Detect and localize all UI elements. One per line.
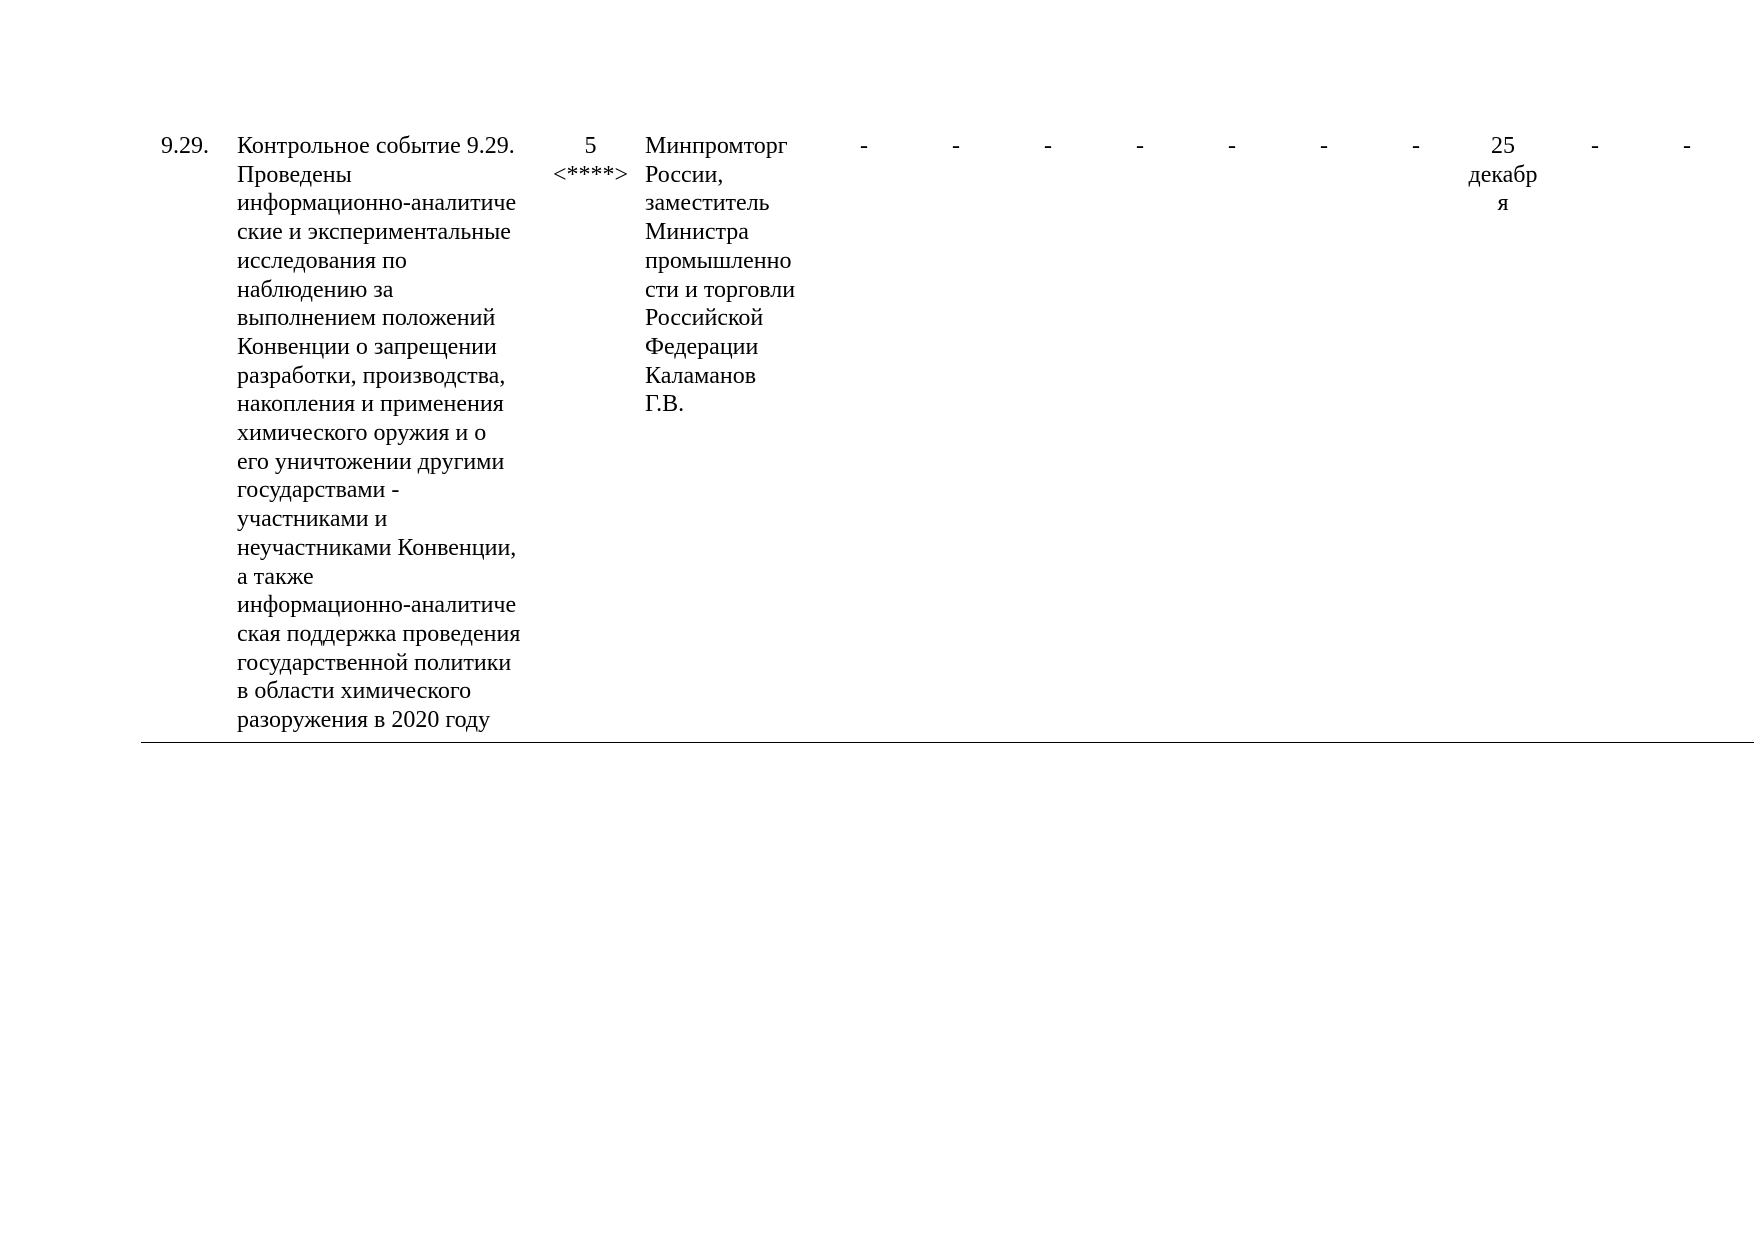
period-cell-5: - [1228, 133, 1236, 159]
period-cell-10: - [1683, 133, 1691, 159]
row-number: 9.29. [161, 133, 209, 159]
period-cell-3: - [1044, 133, 1052, 159]
responsible-executor: Минпромторг России, заместитель Министра промышленно сти и торговли Российской Федерации Каламанов Г.В. [645, 133, 796, 418]
period-cell-2: - [952, 133, 960, 159]
period-cell-1: - [860, 133, 868, 159]
event-description: Контрольное событие 9.29. Проведены информационно-аналитиче ские и экспериментальные исследования по наблюдению за выполнением положений Конвенции о запрещении разработки, производства, накопления и применения химического оружия и о его уничтожении другими государствами - участниками и неучастниками Конвенции, а также информационно-аналитиче ская поддержка проведения государственной политики в области химического разоружения в 2020 году [237, 133, 521, 734]
table-row [141, 132, 1754, 742]
period-cell-7: - [1412, 133, 1420, 159]
table-bottom-rule [141, 742, 1754, 743]
event-code: 5 <****> [552, 133, 629, 188]
period-cell-9: - [1591, 133, 1599, 159]
period-cell-4: - [1136, 133, 1144, 159]
period-cell-6: - [1320, 133, 1328, 159]
deadline-cell: 25 декабр я [1468, 133, 1538, 217]
